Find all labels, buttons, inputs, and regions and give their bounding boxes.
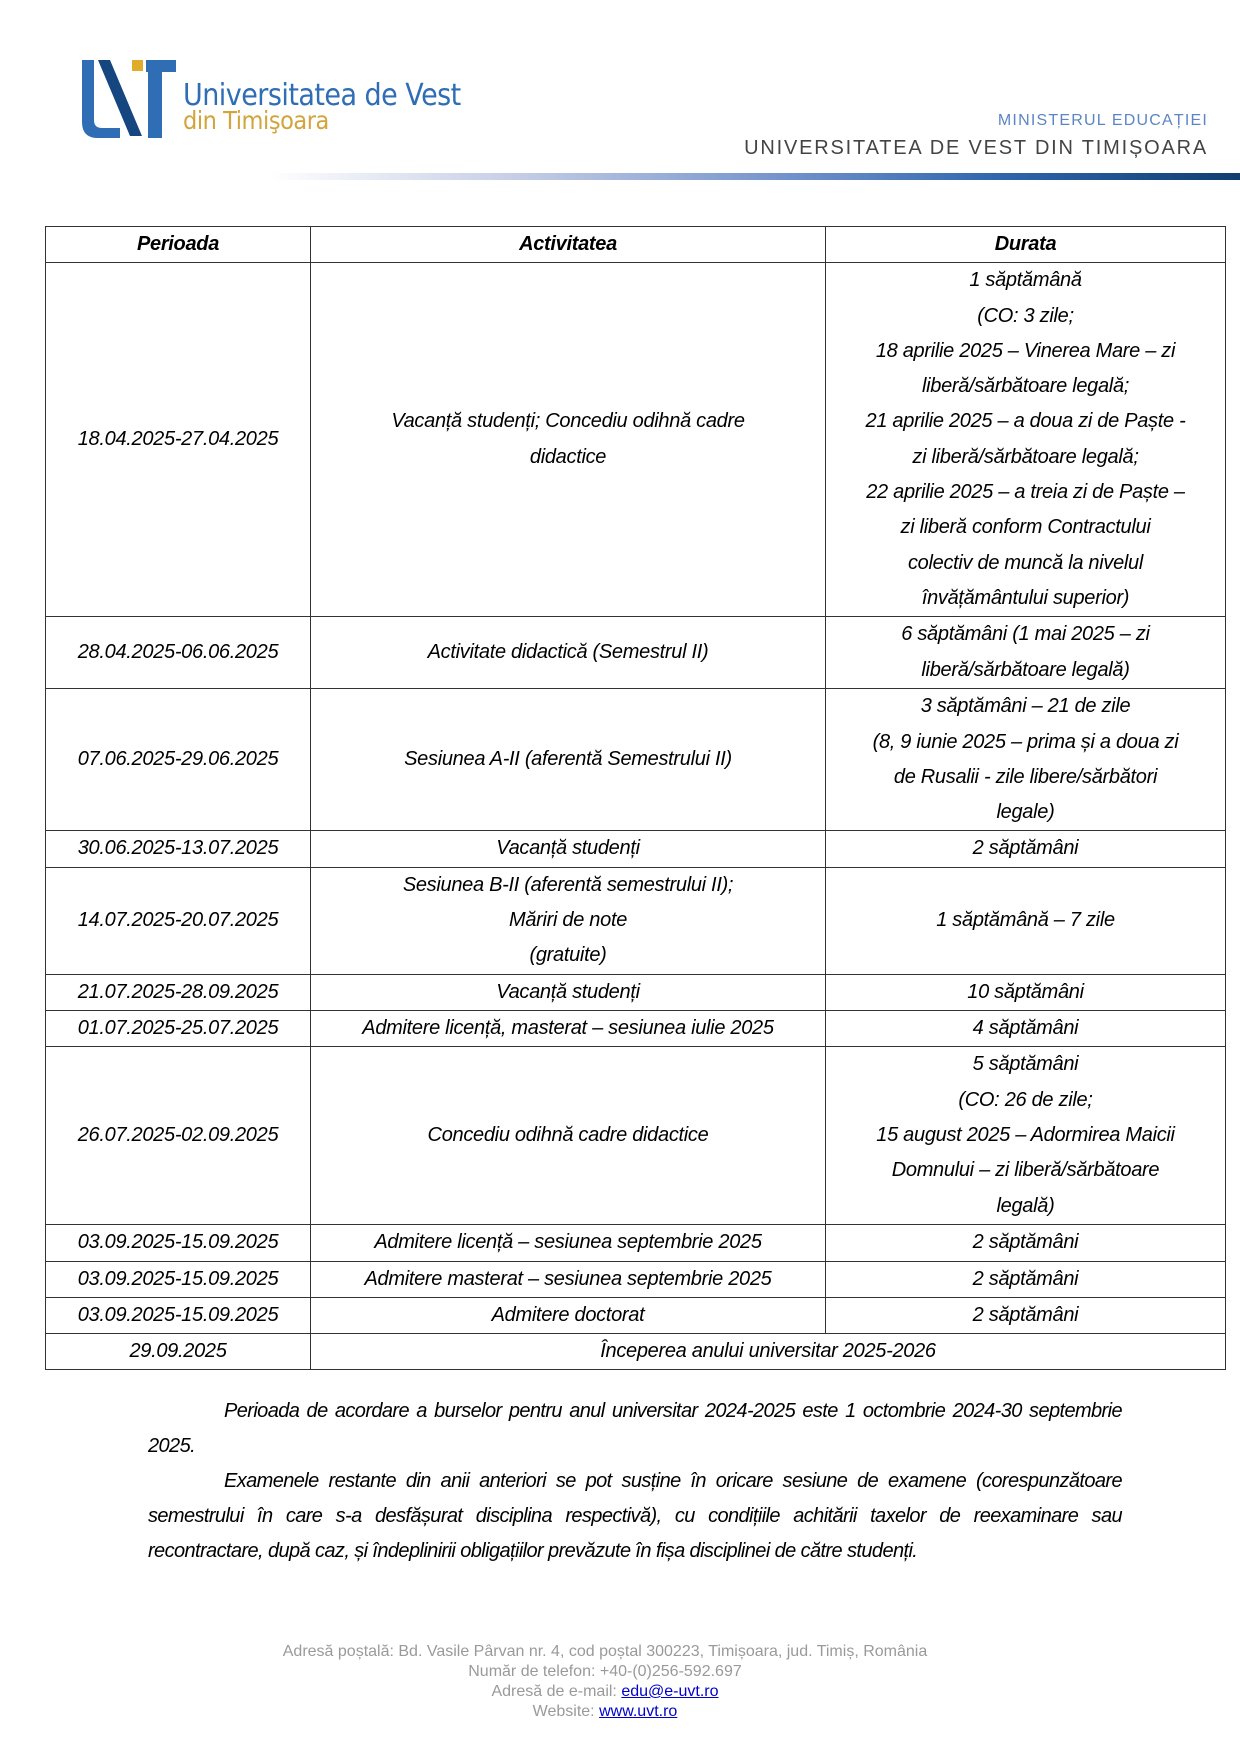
header-period: Perioada (46, 227, 311, 263)
table-row (46, 1047, 1226, 1225)
activity-cell: Vacanță studenți; Concediu odihnă cadre didactice (311, 263, 826, 617)
table-row (46, 831, 1226, 867)
schedule-table (45, 226, 1226, 1370)
period-cell: 03.09.2025-15.09.2025 (46, 1297, 311, 1333)
activity-cell: Admitere masterat – sesiunea septembrie 2025 (311, 1261, 826, 1297)
uvt-logo-icon (80, 58, 180, 140)
duration-cell: 4 săptămâni (826, 1010, 1226, 1046)
ministry-name: MINISTERUL EDUCAȚIEI (997, 112, 1208, 129)
period-cell: 03.09.2025-15.09.2025 (46, 1225, 311, 1261)
period-cell: 28.04.2025-06.06.2025 (46, 617, 311, 689)
logo-subtitle: din Timişoara (183, 106, 329, 135)
activity-cell: Admitere licență – sesiunea septembrie 2025 (311, 1225, 826, 1261)
website-label: Website: (532, 1703, 600, 1720)
university-name: UNIVERSITATEA DE VEST DIN TIMIȘOARA (744, 137, 1208, 159)
duration-cell: 5 săptămâni (CO: 26 de zile; 15 august 2025 – Adormirea Maicii Domnului – zi liberă/sărbătoare legală) (826, 1047, 1226, 1225)
table-row-start (46, 1334, 1226, 1370)
duration-cell: 2 săptămâni (826, 831, 1226, 867)
activity-cell: Admitere doctorat (311, 1297, 826, 1333)
table-row (46, 974, 1226, 1010)
exams-paragraph: Examenele restante din anii anteriori se pot susține în oricare sesiune de examene (corespunzătoare semestrului în care s-a desfășurat disciplina respectivă), cu condițiile achitării taxelor de reexaminare sau recontractare, după caz, și îndeplinirii obligațiilor prevăzute în fișa disciplinei de către studenți. (148, 1470, 1122, 1562)
activity-cell: Admitere licență, masterat – sesiunea iulie 2025 (311, 1010, 826, 1046)
table-row (46, 1010, 1226, 1046)
logo-title: Universitatea de Vest (183, 78, 461, 113)
footer-website (0, 1702, 1210, 1722)
activity-cell: Sesiunea A-II (aferentă Semestrului II) (311, 689, 826, 831)
period-cell: 18.04.2025-27.04.2025 (46, 263, 311, 617)
table-row (46, 617, 1226, 689)
period-cell: 07.06.2025-29.06.2025 (46, 689, 311, 831)
header-activity: Activitatea (311, 227, 826, 263)
email-link[interactable]: edu@e-uvt.ro (621, 1683, 719, 1700)
period-cell: 14.07.2025-20.07.2025 (46, 867, 311, 974)
activity-cell: Concediu odihnă cadre didactice (311, 1047, 826, 1225)
period-cell: 29.09.2025 (46, 1334, 311, 1370)
table-row (46, 1297, 1226, 1333)
table-row (46, 1225, 1226, 1261)
activity-cell: Începerea anului universitar 2025-2026 (311, 1334, 1226, 1370)
period-cell: 01.07.2025-25.07.2025 (46, 1010, 311, 1046)
duration-cell: 2 săptămâni (826, 1297, 1226, 1333)
activity-cell: Vacanță studenți (311, 831, 826, 867)
activity-cell: Activitate didactică (Semestrul II) (311, 617, 826, 689)
website-link[interactable]: www.uvt.ro (599, 1703, 678, 1720)
table-row (46, 263, 1226, 617)
table-row (46, 689, 1226, 831)
period-cell: 30.06.2025-13.07.2025 (46, 831, 311, 867)
duration-cell: 6 săptămâni (1 mai 2025 – zi liberă/sărbătoare legală) (826, 617, 1226, 689)
scholarship-paragraph: Perioada de acordare a burselor pentru anul universitar 2024-2025 este 1 octombrie 2024-30 septembrie 2025. (148, 1400, 1122, 1457)
footer-email (0, 1682, 1210, 1702)
activity-cell: Sesiunea B-II (aferentă semestrului II); Măriri de note (gratuite) (311, 867, 826, 974)
duration-cell: 1 săptămână – 7 zile (826, 867, 1226, 974)
header-divider (268, 173, 1240, 180)
duration-cell: 3 săptămâni – 21 de zile (8, 9 iunie 2025 – prima și a doua zi de Rusalii - zile libere/sărbători legale) (826, 689, 1226, 831)
footer-address: Adresă poștală: Bd. Vasile Pârvan nr. 4, cod poștal 300223, Timișoara, jud. Timiș, România (282, 1643, 928, 1660)
duration-cell: 2 săptămâni (826, 1225, 1226, 1261)
table-row (46, 867, 1226, 974)
period-cell: 26.07.2025-02.09.2025 (46, 1047, 311, 1225)
table-header-row (46, 227, 1226, 263)
email-label: Adresă de e-mail: (491, 1683, 622, 1700)
footer-phone: Număr de telefon: +40-(0)256-592.697 (468, 1663, 742, 1680)
activity-cell: Vacanță studenți (311, 974, 826, 1010)
header-duration: Durata (826, 227, 1226, 263)
period-cell: 03.09.2025-15.09.2025 (46, 1261, 311, 1297)
duration-cell: 10 săptămâni (826, 974, 1226, 1010)
table-row (46, 1261, 1226, 1297)
duration-cell: 2 săptămâni (826, 1261, 1226, 1297)
duration-cell: 1 săptămână (CO: 3 zile; 18 aprilie 2025 – Vinerea Mare – zi liberă/sărbătoare legală; 21 aprilie 2025 – a doua zi de Paște - zi liberă/sărbătoare legală; 22 aprilie 2025 – a treia zi de Paște – zi liberă conform Contractului colectiv de muncă la nivelul învățământului superior) (826, 263, 1226, 617)
period-cell: 21.07.2025-28.09.2025 (46, 974, 311, 1010)
